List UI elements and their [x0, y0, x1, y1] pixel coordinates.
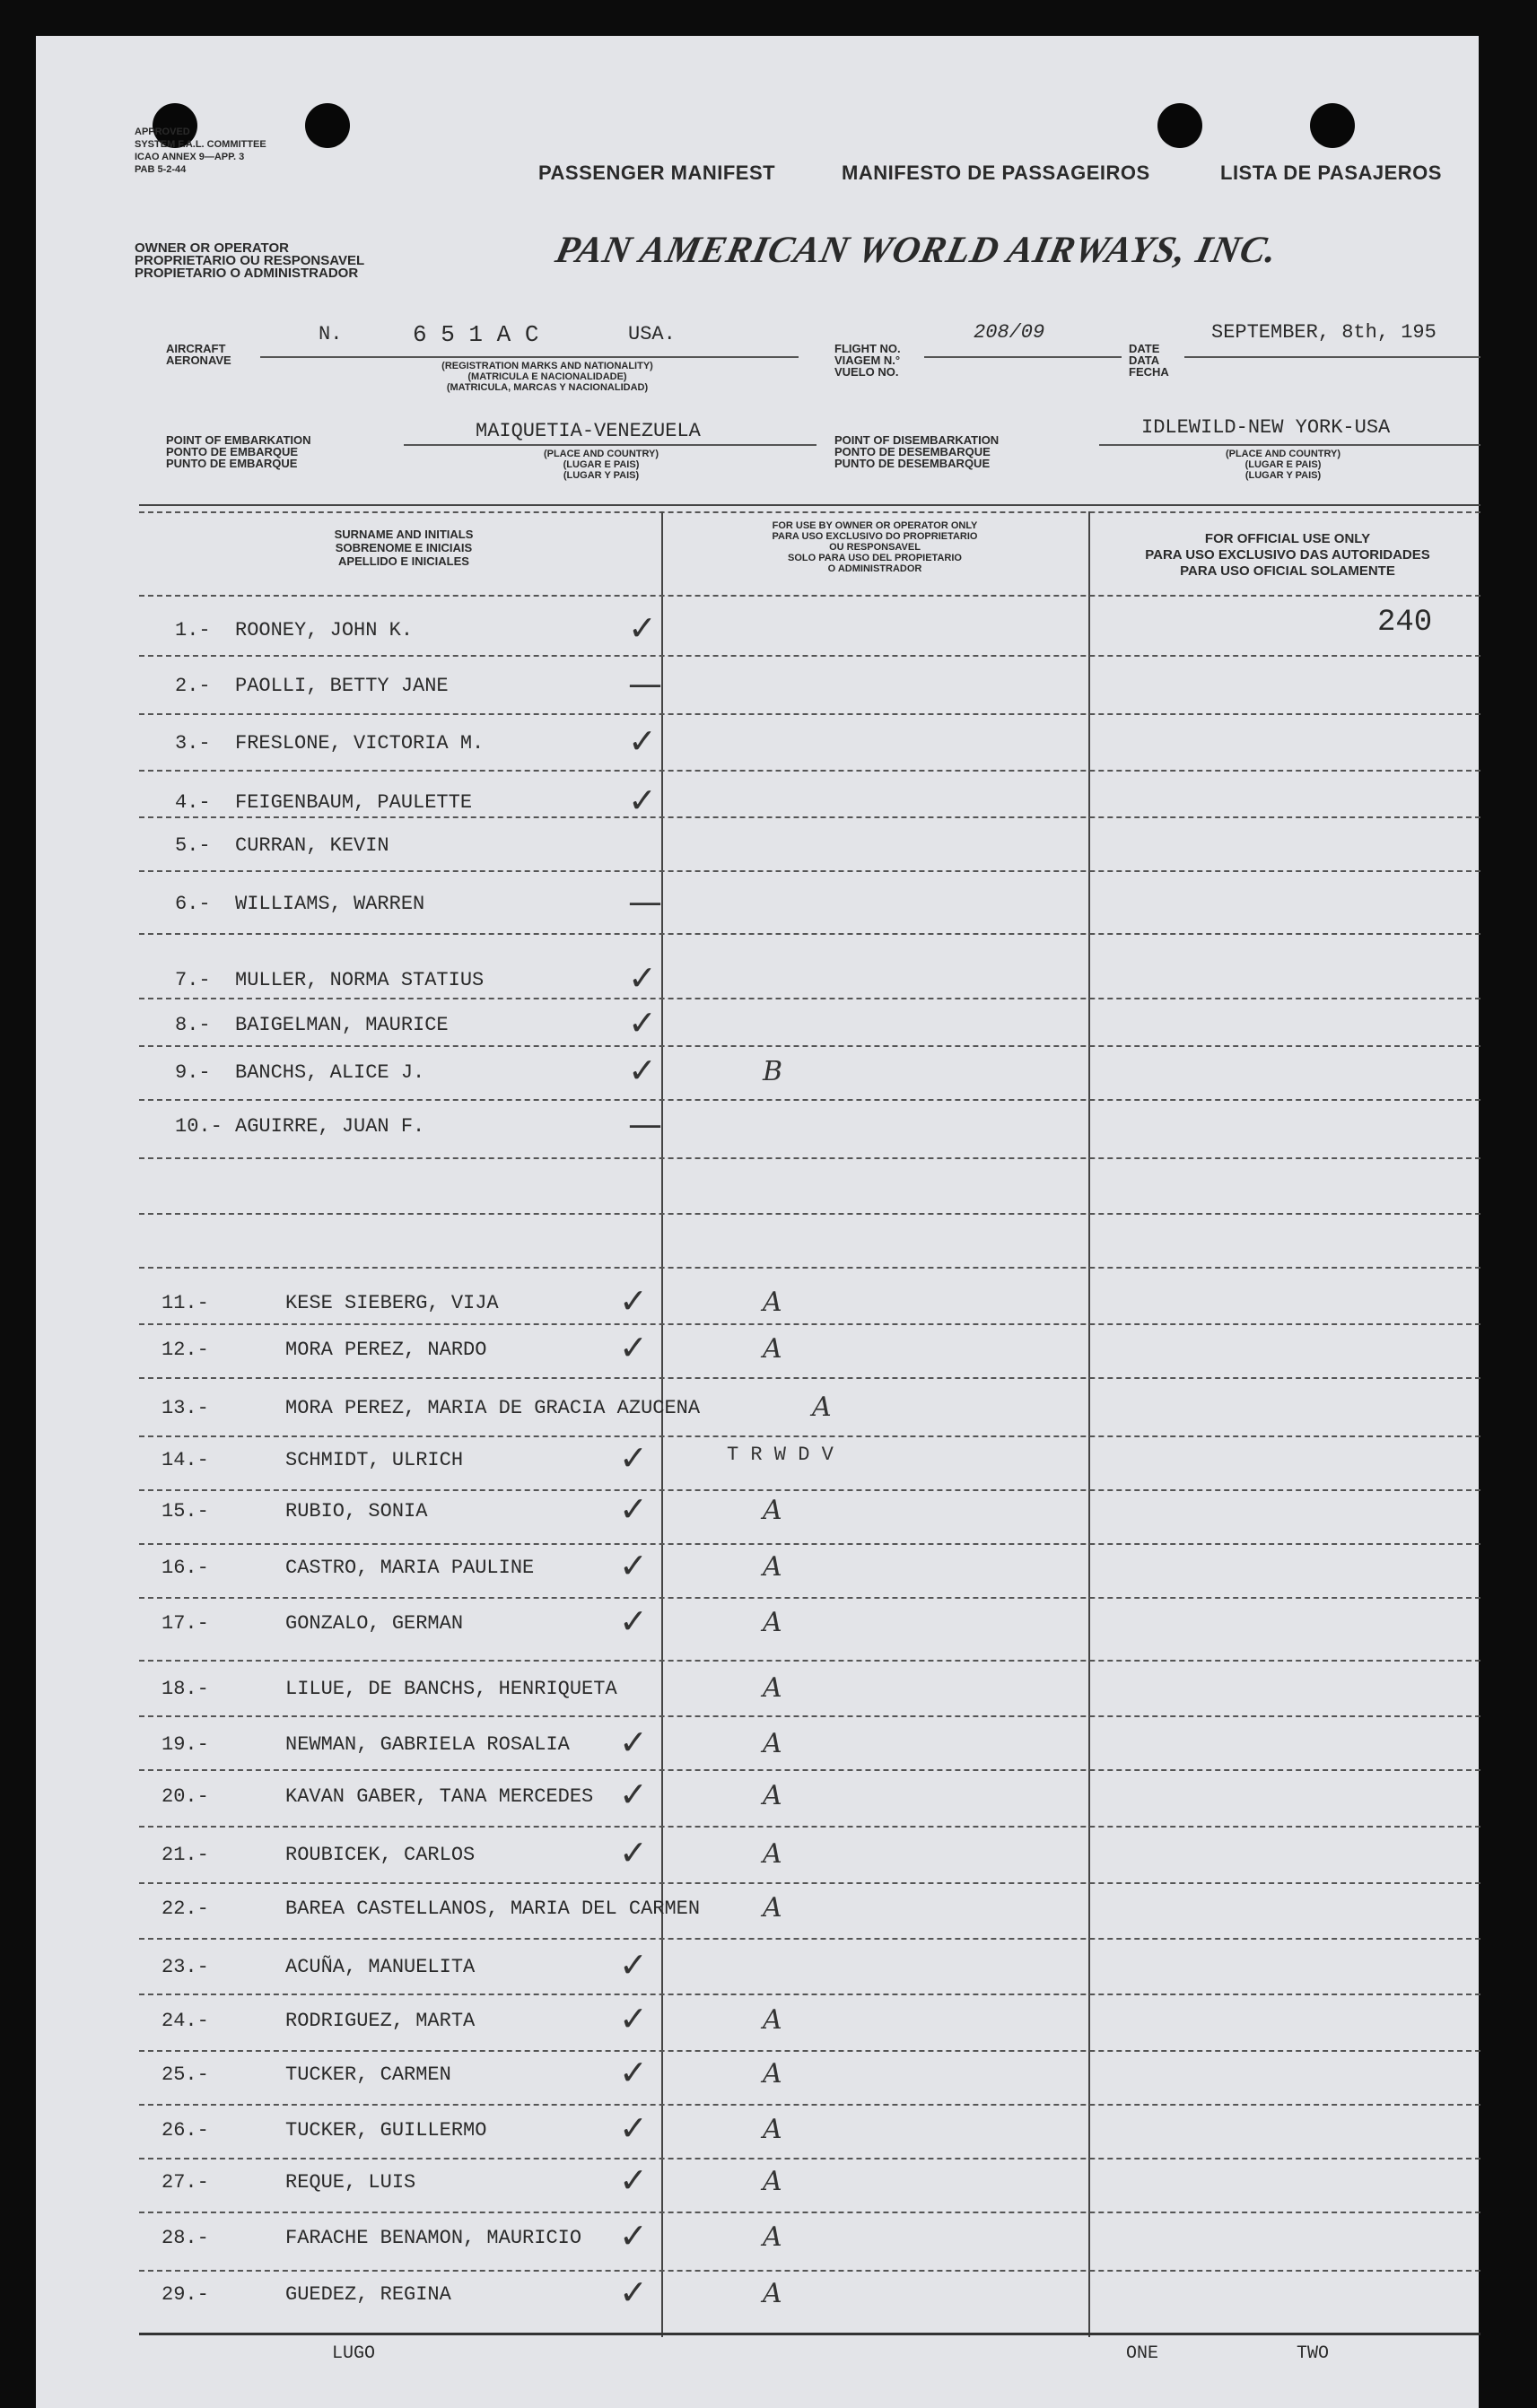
registration-sub-line: (MATRICULA E NACIONALIDADE) [467, 371, 627, 382]
passenger-name: BAIGELMAN, MAURICE [235, 1014, 449, 1036]
check-mark: ✓ [619, 1328, 648, 1367]
approval-line: SYSTEM F.A.L. COMMITTEE [135, 139, 266, 150]
check-mark: ✓ [628, 958, 657, 998]
passenger-name: AGUIRRE, JUAN F. [235, 1115, 425, 1138]
passenger-name: KAVAN GABER, TANA MERCEDES [285, 1785, 594, 1808]
passenger-name: ROUBICEK, CARLOS [285, 1844, 476, 1866]
check-mark: ✓ [619, 2160, 648, 2200]
passenger-number: 10.- [175, 1115, 223, 1138]
passenger-name: MULLER, NORMA STATIUS [235, 969, 485, 991]
passenger-name: KESE SIEBERG, VIJA [285, 1292, 499, 1314]
row-rule [139, 1213, 1480, 1215]
place-sub-line: (LUGAR E PAIS) [563, 459, 640, 470]
passenger-name: SCHMIDT, ULRICH [285, 1449, 464, 1471]
passenger-number: 23.- [162, 1956, 209, 1978]
flight-label-line: FLIGHT NO. [834, 342, 901, 355]
row-rule [139, 1938, 1480, 1940]
passenger-number: 22.- [162, 1898, 209, 1920]
table-bottom-rule [139, 2333, 1480, 2335]
row-rule [139, 1435, 1480, 1437]
passenger-name: MORA PEREZ, NARDO [285, 1339, 487, 1361]
owner-labels [135, 242, 364, 280]
row-rule [139, 1045, 1480, 1047]
col3-header-line: PARA USO OFICIAL SOLAMENTE [1180, 563, 1395, 579]
passenger-name: BAREA CASTELLANOS, MARIA DEL CARMEN [285, 1898, 701, 1920]
operator-annotation: A [763, 1780, 782, 1811]
operator-annotation: A [763, 1333, 782, 1365]
passenger-name: WILLIAMS, WARREN [235, 893, 425, 915]
col1-header-line: SOBRENOME E INICIAIS [335, 541, 473, 554]
operator-annotation: A [763, 1551, 782, 1583]
operator-annotation: A [763, 1728, 782, 1759]
check-mark: — [628, 882, 662, 921]
row-rule [139, 2270, 1480, 2272]
aircraft-underline [260, 356, 799, 358]
date-underline [1184, 356, 1480, 358]
column-header-surname [224, 528, 583, 568]
disembarkation-point: IDLEWILD-NEW YORK-USA [1141, 416, 1391, 439]
punch-hole-right-1 [1157, 103, 1202, 148]
owner-label: OWNER OR OPERATOR [135, 240, 289, 256]
airline-name: PAN AMERICAN WORLD AIRWAYS, INC. [552, 230, 1281, 271]
row-rule [139, 1157, 1480, 1159]
disembarkation-label [834, 434, 999, 469]
passenger-number: 7.- [175, 969, 211, 991]
col2-header-line: PARA USO EXCLUSIVO DO PROPRIETARIO [772, 531, 978, 542]
disembark-underline [1099, 444, 1480, 446]
row-rule [139, 1543, 1480, 1545]
check-mark: ✓ [619, 2108, 648, 2148]
passenger-number: 6.- [175, 893, 211, 915]
passenger-number: 9.- [175, 1061, 211, 1084]
row-rule [139, 2158, 1480, 2159]
passenger-number: 29.- [162, 2283, 209, 2306]
col1-header-line: APELLIDO E INICIALES [338, 554, 469, 568]
official-use-number: 240 [1377, 606, 1433, 640]
check-mark: — [628, 1104, 662, 1144]
flight-underline [924, 356, 1122, 358]
row-rule [139, 713, 1480, 715]
passenger-number: 11.- [162, 1292, 209, 1314]
operator-annotation: A [763, 1838, 782, 1870]
check-mark: ✓ [619, 1489, 648, 1529]
passenger-number: 1.- [175, 619, 211, 641]
footer-mid: ONE [1126, 2343, 1159, 2364]
row-rule [139, 1489, 1480, 1491]
operator-annotation: A [763, 1287, 782, 1318]
column-divider-1 [661, 511, 663, 2337]
row-rule [139, 1882, 1480, 1884]
column-divider-2 [1088, 511, 1090, 2337]
approval-line: APPROVED [135, 127, 190, 137]
embarkation-label [166, 434, 311, 469]
passenger-name: CURRAN, KEVIN [235, 834, 389, 857]
disembark-place-sublabel [1166, 449, 1400, 481]
passenger-name: TUCKER, GUILLERMO [285, 2119, 487, 2142]
passenger-number: 20.- [162, 1785, 209, 1808]
manifest-sheet [36, 36, 1479, 2408]
flight-date: SEPTEMBER, 8th, 195 [1211, 321, 1437, 344]
check-mark: ✓ [619, 1546, 648, 1585]
passenger-number: 19.- [162, 1733, 209, 1756]
row-rule [139, 1099, 1480, 1101]
row-rule [139, 655, 1480, 657]
aircraft-label-line: AERONAVE [166, 353, 231, 367]
table-top-rule-2 [139, 511, 1480, 513]
row-rule [139, 2212, 1480, 2213]
passenger-name: TUCKER, CARMEN [285, 2063, 451, 2086]
passenger-number: 28.- [162, 2227, 209, 2249]
passenger-number: 17.- [162, 1612, 209, 1635]
passenger-name: FARACHE BENAMON, MAURICIO [285, 2227, 582, 2249]
passenger-number: 27.- [162, 2171, 209, 2194]
col2-header-line: SOLO PARA USO DEL PROPIETARIO [788, 553, 962, 563]
check-mark: ✓ [619, 1833, 648, 1872]
date-label-line: DATA [1129, 353, 1160, 367]
registration-sublabel [359, 361, 736, 393]
flight-label [834, 343, 901, 378]
row-rule [139, 1715, 1480, 1717]
operator-annotation: T R W D V [727, 1444, 834, 1466]
operator-annotation: A [763, 1607, 782, 1638]
aircraft-label [166, 343, 231, 366]
operator-annotation: A [812, 1392, 832, 1423]
check-mark: ✓ [628, 781, 657, 820]
embarkation-point: MAIQUETIA-VENEZUELA [476, 420, 701, 442]
passenger-name: RODRIGUEZ, MARTA [285, 2010, 476, 2032]
row-rule [139, 1323, 1480, 1325]
row-rule [139, 770, 1480, 772]
passenger-name: CASTRO, MARIA PAULINE [285, 1557, 535, 1579]
passenger-number: 18.- [162, 1678, 209, 1700]
passenger-name: GONZALO, GERMAN [285, 1612, 464, 1635]
header-bottom-rule [139, 595, 1480, 597]
check-mark: ✓ [619, 1438, 648, 1478]
row-rule [139, 933, 1480, 935]
embark-place-sublabel [485, 449, 718, 481]
check-mark: ✓ [628, 721, 657, 761]
disembark-label-line: PONTO DE DESEMBARQUE [834, 445, 991, 458]
col2-header-line: O ADMINISTRADOR [827, 563, 922, 574]
disembark-label-line: PUNTO DE DESEMBARQUE [834, 457, 991, 470]
col2-header-line: FOR USE BY OWNER OR OPERATOR ONLY [772, 520, 978, 531]
check-mark: ✓ [619, 1601, 648, 1641]
row-rule [139, 1597, 1480, 1599]
row-rule [139, 1267, 1480, 1269]
check-mark: ✓ [619, 1723, 648, 1762]
owner-label: PROPIETARIO O ADMINISTRADOR [135, 266, 359, 281]
column-header-official [1095, 531, 1480, 580]
check-mark: ✓ [619, 1945, 648, 1985]
passenger-number: 3.- [175, 732, 211, 755]
row-rule [139, 870, 1480, 872]
passenger-name: GUEDEZ, REGINA [285, 2283, 451, 2306]
owner-label: PROPRIETARIO OU RESPONSAVEL [135, 253, 365, 268]
title-spanish: LISTA DE PASAJEROS [1220, 161, 1442, 184]
place-sub-line: (PLACE AND COUNTRY) [1225, 449, 1341, 459]
check-mark: ✓ [619, 2053, 648, 2092]
passenger-number: 21.- [162, 1844, 209, 1866]
embark-label-line: PUNTO DE EMBARQUE [166, 457, 298, 470]
row-rule [139, 1660, 1480, 1662]
check-mark: ✓ [619, 1999, 648, 2038]
aircraft-registration: 6 5 1 A C [413, 321, 539, 348]
footer-left: LUGO [332, 2343, 376, 2364]
column-header-operator [682, 520, 1068, 574]
col3-header-line: PARA USO EXCLUSIVO DAS AUTORIDADES [1145, 547, 1430, 563]
table-top-rule [139, 504, 1480, 506]
aircraft-prefix: N. [319, 323, 343, 345]
operator-annotation: A [763, 1495, 782, 1526]
embark-label-line: POINT OF EMBARKATION [166, 433, 311, 447]
place-sub-line: (LUGAR Y PAIS) [1244, 470, 1322, 481]
aircraft-nationality: USA. [628, 323, 676, 345]
passenger-number: 26.- [162, 2119, 209, 2142]
passenger-name: PAOLLI, BETTY JANE [235, 675, 449, 697]
passenger-name: ACUÑA, MANUELITA [285, 1956, 476, 1978]
embark-label-line: PONTO DE EMBARQUE [166, 445, 299, 458]
aircraft-label-line: AIRCRAFT [166, 342, 226, 355]
passenger-name: RUBIO, SONIA [285, 1500, 428, 1522]
place-sub-line: (LUGAR E PAIS) [1244, 459, 1322, 470]
flight-label-line: VUELO NO. [834, 365, 899, 379]
row-rule [139, 1994, 1480, 1995]
passenger-number: 12.- [162, 1339, 209, 1361]
check-mark: ✓ [619, 2273, 648, 2312]
passenger-name: REQUE, LUIS [285, 2171, 416, 2194]
passenger-number: 2.- [175, 675, 211, 697]
passenger-number: 14.- [162, 1449, 209, 1471]
date-label-line: FECHA [1129, 365, 1169, 379]
passenger-number: 15.- [162, 1500, 209, 1522]
operator-annotation: A [763, 2166, 782, 2197]
check-mark: ✓ [628, 1003, 657, 1043]
passenger-name: ROONEY, JOHN K. [235, 619, 414, 641]
approval-line: PAB 5-2-44 [135, 164, 187, 175]
check-mark: — [628, 664, 662, 703]
operator-annotation: A [763, 2221, 782, 2253]
passenger-number: 8.- [175, 1014, 211, 1036]
passenger-name: NEWMAN, GABRIELA ROSALIA [285, 1733, 570, 1756]
date-label-line: DATE [1129, 342, 1160, 355]
passenger-number: 13.- [162, 1397, 209, 1419]
flight-number: 208/09 [974, 321, 1045, 344]
col2-header-line: OU RESPONSAVEL [829, 542, 921, 553]
title-english: PASSENGER MANIFEST [538, 161, 776, 184]
passenger-name: BANCHS, ALICE J. [235, 1061, 425, 1084]
col3-header-line: FOR OFFICIAL USE ONLY [1204, 531, 1371, 546]
place-sub-line: (LUGAR Y PAIS) [563, 470, 640, 481]
place-sub-line: (PLACE AND COUNTRY) [543, 449, 659, 459]
passenger-name: MORA PEREZ, MARIA DE GRACIA AZUCENA [285, 1397, 701, 1419]
date-label [1129, 343, 1169, 378]
operator-annotation: A [763, 1892, 782, 1924]
row-rule [139, 1826, 1480, 1828]
operator-annotation: A [763, 2004, 782, 2036]
row-rule [139, 816, 1480, 818]
passenger-number: 16.- [162, 1557, 209, 1579]
passenger-name: LILUE, DE BANCHS, HENRIQUETA [285, 1678, 617, 1700]
operator-annotation: A [763, 2058, 782, 2090]
approval-block [135, 126, 422, 176]
check-mark: ✓ [619, 1775, 648, 1814]
check-mark: ✓ [619, 2216, 648, 2255]
row-rule [139, 998, 1480, 999]
check-mark: ✓ [628, 608, 657, 648]
row-rule [139, 1769, 1480, 1771]
check-mark: ✓ [619, 1281, 648, 1321]
approval-line: ICAO ANNEX 9—APP. 3 [135, 152, 245, 162]
passenger-number: 4.- [175, 791, 211, 814]
row-rule [139, 1377, 1480, 1379]
row-rule [139, 2050, 1480, 2052]
operator-annotation: A [763, 2114, 782, 2145]
flight-label-line: VIAGEM N.° [834, 353, 901, 367]
passenger-name: FRESLONE, VICTORIA M. [235, 732, 485, 755]
disembark-label-line: POINT OF DISEMBARKATION [834, 433, 1000, 447]
registration-sub-line: (REGISTRATION MARKS AND NATIONALITY) [441, 361, 653, 371]
operator-annotation: A [763, 1672, 782, 1704]
operator-annotation: A [763, 2278, 782, 2309]
punch-hole-right-2 [1310, 103, 1355, 148]
footer-right: TWO [1297, 2343, 1330, 2364]
row-rule [139, 2104, 1480, 2106]
passenger-name: FEIGENBAUM, PAULETTE [235, 791, 473, 814]
col1-header-line: SURNAME AND INITIALS [334, 528, 474, 541]
passenger-number: 5.- [175, 834, 211, 857]
title-portuguese: MANIFESTO DE PASSAGEIROS [842, 161, 1150, 184]
passenger-number: 24.- [162, 2010, 209, 2032]
operator-annotation: B [763, 1056, 783, 1087]
registration-sub-line: (MATRICULA, MARCAS Y NACIONALIDAD) [446, 382, 649, 393]
check-mark: ✓ [628, 1051, 657, 1090]
embark-underline [404, 444, 817, 446]
passenger-number: 25.- [162, 2063, 209, 2086]
